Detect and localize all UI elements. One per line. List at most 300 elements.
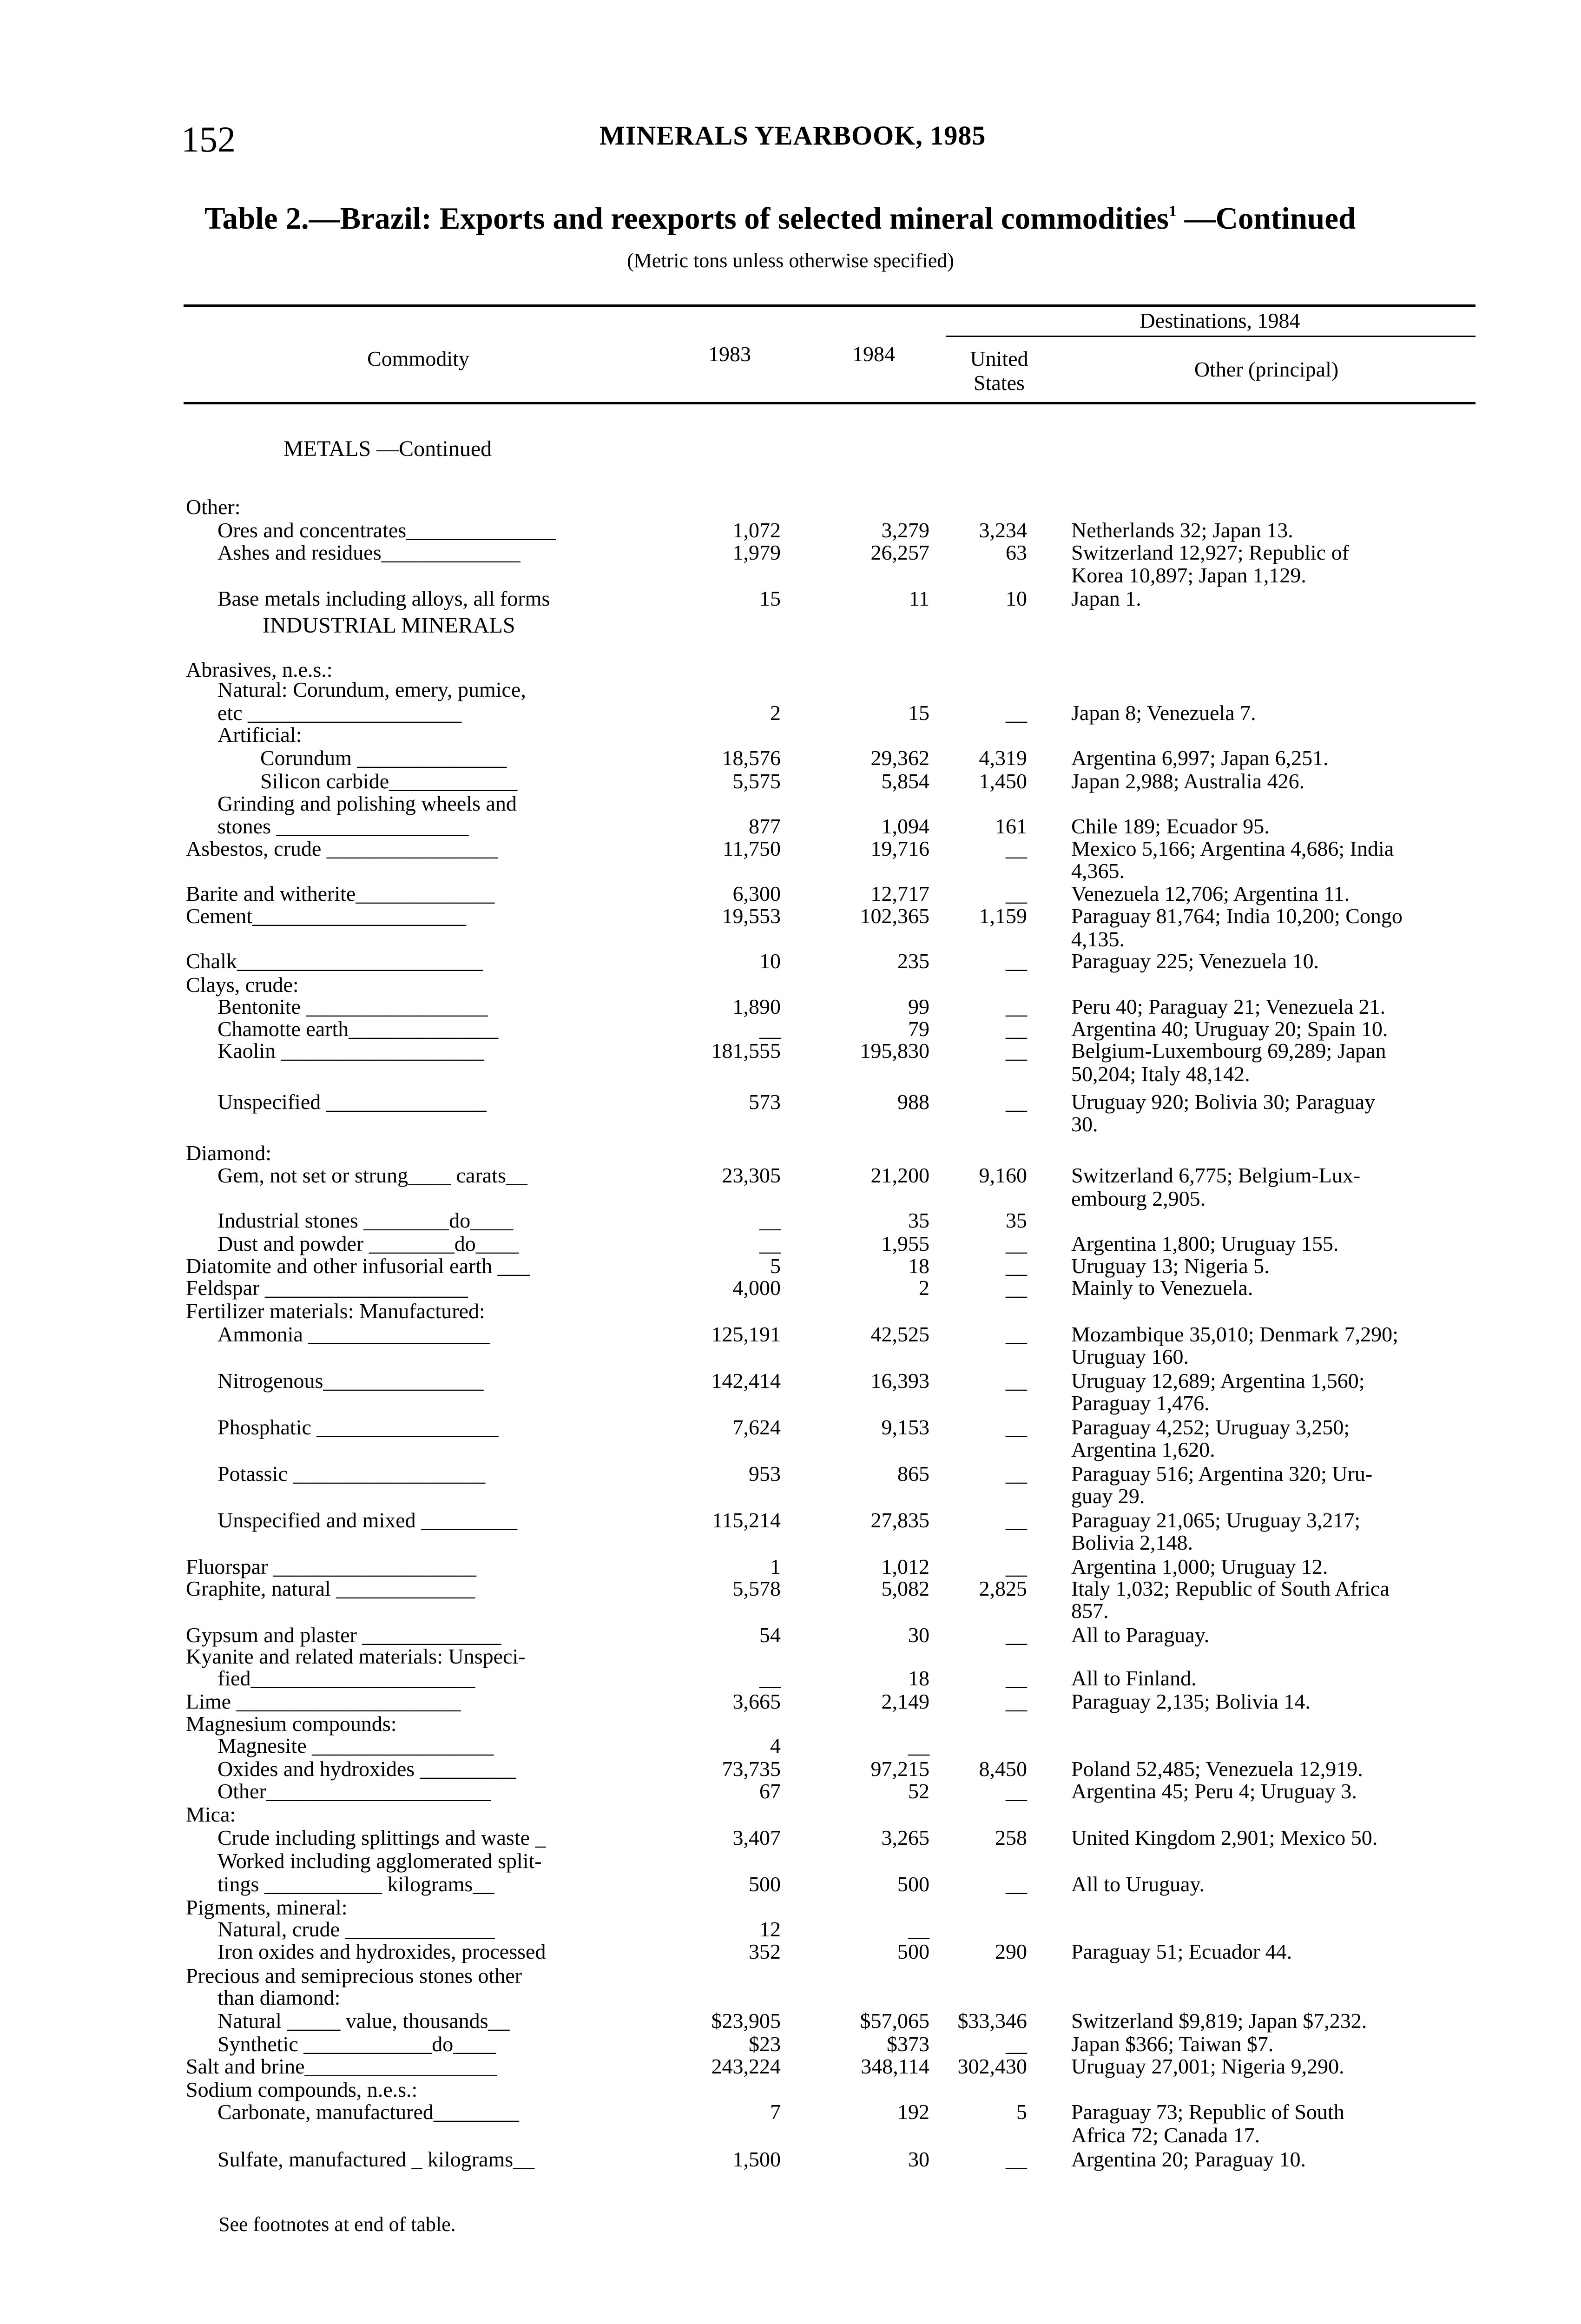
section-industrial-minerals: INDUSTRIAL MINERALS [263, 613, 515, 638]
other-destinations-cell: Argentina 6,997; Japan 6,251. [1071, 746, 1329, 770]
commodity-cell: Bentonite _________________ [217, 995, 488, 1018]
united-states-cell: __ [1006, 1322, 1027, 1346]
table-row [0, 1940, 1581, 1964]
other-destinations-cell: Argentina 40; Uruguay 20; Spain 10. [1071, 1017, 1388, 1041]
table-row [0, 859, 1581, 883]
commodity-cell: Corundum ______________ [260, 746, 507, 770]
other-destinations-cell: Uruguay 160. [1071, 1345, 1189, 1368]
table-row [0, 2147, 1581, 2172]
value-1984-cell: 99 [908, 995, 929, 1018]
other-destinations-cell: Belgium-Luxembourg 69,289; Japan [1071, 1039, 1386, 1063]
table-row [0, 927, 1581, 951]
value-1983-cell: __ [759, 1232, 781, 1255]
value-1983-cell: 15 [759, 587, 781, 610]
value-1983-cell: 7 [770, 2100, 781, 2124]
united-states-cell: __ [1006, 1254, 1027, 1278]
value-1983-cell: 352 [749, 1940, 781, 1963]
united-states-cell: __ [1006, 1415, 1027, 1439]
value-1984-cell: 2,149 [881, 1690, 929, 1713]
value-1984-cell: 102,365 [860, 904, 929, 928]
footnote: See footnotes at end of table. [218, 2213, 456, 2236]
other-destinations-cell: Paraguay 21,065; Uruguay 3,217; [1071, 1508, 1361, 1532]
value-1984-cell: $373 [887, 2032, 929, 2056]
value-1984-cell: 18 [908, 1254, 929, 1278]
value-1983-cell: 12 [759, 1917, 781, 1941]
commodity-cell: Chalk_______________________ [186, 949, 483, 973]
united-states-cell: __ [1006, 1623, 1027, 1647]
table-row [0, 792, 1581, 816]
value-1983-cell: 73,735 [722, 1757, 781, 1781]
value-1984-cell: 500 [897, 1940, 929, 1963]
value-1983-cell: 877 [749, 814, 781, 838]
value-1984-cell: 27,835 [870, 1508, 929, 1532]
commodity-cell: Diamond: [186, 1141, 271, 1165]
united-states-cell: __ [1006, 1232, 1027, 1255]
united-states-cell: 258 [995, 1826, 1027, 1849]
table-row [0, 1187, 1581, 1211]
commodity-cell: Asbestos, crude ________________ [186, 837, 498, 860]
commodity-cell: Kyanite and related materials: Unspeci- [186, 1644, 526, 1668]
table-row [0, 563, 1581, 588]
value-1984-cell: 192 [897, 2100, 929, 2124]
commodity-cell: etc ____________________ [217, 701, 462, 725]
value-1983-cell: 243,224 [711, 2054, 781, 2078]
table-row [0, 1369, 1581, 1393]
header-1984: 1984 [852, 342, 895, 366]
table-row [0, 1062, 1581, 1086]
value-1984-cell: 35 [908, 1208, 929, 1232]
other-destinations-cell: Japan 1. [1071, 587, 1141, 610]
table-row [0, 1484, 1581, 1508]
commodity-cell: Unspecified and mixed _________ [217, 1508, 518, 1532]
running-title: MINERALS YEARBOOK, 1985 [599, 120, 986, 151]
value-1984-cell: 195,830 [860, 1039, 929, 1063]
commodity-cell: Gypsum and plaster _____________ [186, 1623, 501, 1647]
table-row [0, 1415, 1581, 1439]
table-row [0, 1299, 1581, 1323]
united-states-cell: 8,450 [979, 1757, 1027, 1781]
value-1984-cell: 348,114 [861, 2054, 929, 2078]
other-destinations-cell: Chile 189; Ecuador 95. [1071, 814, 1270, 838]
united-states-cell: 4,319 [979, 746, 1027, 770]
commodity-cell: Natural _____ value, thousands__ [217, 2009, 510, 2033]
commodity-cell: Oxides and hydroxides _________ [217, 1757, 516, 1781]
value-1983-cell: 3,407 [732, 1826, 781, 1849]
table-row [0, 1872, 1581, 1896]
value-1984-cell: 30 [908, 1623, 929, 1647]
value-1984-cell: 3,265 [881, 1826, 929, 1849]
value-1984-cell: 52 [908, 1779, 929, 1803]
value-1983-cell: 573 [749, 1090, 781, 1114]
table-row [0, 1039, 1581, 1063]
header-us-line1: United [970, 347, 1028, 370]
commodity-cell: Mica: [186, 1802, 236, 1826]
value-1984-cell: 5,854 [881, 769, 929, 793]
united-states-cell: 1,450 [979, 769, 1027, 793]
table-row [0, 2054, 1581, 2079]
value-1983-cell: 7,624 [732, 1415, 781, 1439]
commodity-cell: Nitrogenous_______________ [217, 1369, 484, 1393]
value-1983-cell: __ [759, 1208, 781, 1232]
other-destinations-cell: All to Paraguay. [1071, 1623, 1210, 1647]
table-row [0, 882, 1581, 906]
value-1984-cell: 19,716 [870, 837, 929, 860]
value-1984-cell: 16,393 [870, 1369, 929, 1393]
table-row [0, 1322, 1581, 1347]
table-title-suffix: —Continued [1176, 201, 1356, 236]
other-destinations-cell: Paraguay 225; Venezuela 10. [1071, 949, 1319, 973]
value-1984-cell: 97,215 [870, 1757, 929, 1781]
table-row [0, 1555, 1581, 1579]
commodity-cell: stones __________________ [217, 814, 469, 838]
commodity-cell: Sodium compounds, n.e.s.: [186, 2078, 418, 2101]
value-1983-cell: 6,300 [732, 882, 781, 905]
other-destinations-cell: Argentina 1,620. [1071, 1438, 1215, 1461]
table-row [0, 1644, 1581, 1669]
value-1984-cell: 500 [897, 1872, 929, 1896]
page-number: 152 [181, 119, 236, 159]
value-1983-cell: 4 [770, 1734, 781, 1757]
commodity-cell: Ashes and residues_____________ [217, 541, 520, 564]
other-destinations-cell: Uruguay 13; Nigeria 5. [1071, 1254, 1270, 1278]
table-row [0, 1779, 1581, 1803]
united-states-cell: __ [1006, 995, 1027, 1018]
table-row [0, 1438, 1581, 1462]
value-1983-cell: 10 [759, 949, 781, 973]
other-destinations-cell: Japan $366; Taiwan $7. [1071, 2032, 1274, 2056]
table-row [0, 1666, 1581, 1690]
other-destinations-cell: Argentina 1,800; Uruguay 155. [1071, 1232, 1339, 1255]
united-states-cell: __ [1006, 1666, 1027, 1690]
table-row [0, 1690, 1581, 1714]
table-row [0, 1895, 1581, 1920]
commodity-cell: Artificial: [217, 723, 302, 746]
table-row [0, 1391, 1581, 1415]
table-row [0, 541, 1581, 565]
other-destinations-cell: Paraguay 81,764; India 10,200; Congo [1071, 904, 1403, 928]
table-row [0, 2100, 1581, 2124]
table-row [0, 518, 1581, 542]
other-destinations-cell: Venezuela 12,706; Argentina 11. [1071, 882, 1350, 905]
table-row [0, 1734, 1581, 1758]
value-1983-cell: __ [759, 1666, 781, 1690]
table-row [0, 1826, 1581, 1850]
commodity-cell: Precious and semiprecious stones other [186, 1964, 522, 1987]
other-destinations-cell: Peru 40; Paraguay 21; Venezuela 21. [1071, 995, 1386, 1018]
header-bottom-rule [184, 402, 1476, 404]
commodity-cell: Feldspar ___________________ [186, 1276, 468, 1300]
other-destinations-cell: Mainly to Venezuela. [1071, 1276, 1253, 1300]
value-1983-cell: 23,305 [722, 1163, 781, 1187]
table-row [0, 1964, 1581, 1988]
united-states-cell: __ [1006, 2147, 1027, 2171]
commodity-cell: Iron oxides and hydroxides, processed [217, 1940, 546, 1963]
commodity-cell: Natural, crude ______________ [217, 1917, 495, 1941]
value-1983-cell: 1 [770, 1555, 781, 1578]
table-title [204, 201, 1356, 237]
united-states-cell: __ [1006, 701, 1027, 725]
table-row [0, 587, 1581, 611]
table-subtitle: (Metric tons unless otherwise specified) [627, 249, 954, 272]
other-destinations-cell: 4,365. [1071, 859, 1125, 883]
commodity-cell: Magnesite _________________ [217, 1734, 494, 1757]
united-states-cell: __ [1006, 1872, 1027, 1896]
other-destinations-cell: Uruguay 920; Bolivia 30; Paraguay [1071, 1090, 1376, 1114]
united-states-cell: 1,159 [979, 904, 1027, 928]
other-destinations-cell: All to Uruguay. [1071, 1872, 1205, 1896]
other-destinations-cell: Paraguay 1,476. [1071, 1391, 1210, 1415]
commodity-cell: Synthetic ____________do____ [217, 2032, 496, 2056]
united-states-cell: __ [1006, 1690, 1027, 1713]
united-states-cell: __ [1006, 1090, 1027, 1114]
value-1983-cell: 11,750 [723, 837, 781, 860]
united-states-cell: 302,430 [957, 2054, 1027, 2078]
table-row [0, 973, 1581, 997]
commodity-cell: Worked including agglomerated split- [217, 1849, 542, 1873]
other-destinations-cell: Netherlands 32; Japan 13. [1071, 518, 1293, 542]
value-1984-cell: 1,012 [881, 1555, 929, 1578]
table-row [0, 1802, 1581, 1827]
other-destinations-cell: Argentina 1,000; Uruguay 12. [1071, 1555, 1328, 1578]
united-states-cell: $33,346 [957, 2009, 1027, 2033]
section-metals-continued: METALS —Continued [283, 436, 492, 461]
united-states-cell: __ [1006, 2032, 1027, 2056]
table-row [0, 995, 1581, 1019]
value-1984-cell: 18 [908, 1666, 929, 1690]
header-commodity: Commodity [367, 347, 469, 370]
table-row [0, 1276, 1581, 1300]
table-row [0, 1345, 1581, 1369]
other-destinations-cell: Paraguay 4,252; Uruguay 3,250; [1071, 1415, 1350, 1439]
table-row [0, 1623, 1581, 1647]
value-1983-cell: $23 [749, 2032, 781, 2056]
value-1984-cell: 9,153 [881, 1415, 929, 1439]
value-1983-cell: __ [759, 1017, 781, 1041]
other-destinations-cell: Paraguay 516; Argentina 320; Uru- [1071, 1462, 1373, 1486]
table-row [0, 1757, 1581, 1781]
value-1983-cell: 1,890 [732, 995, 781, 1018]
united-states-cell: 10 [1006, 587, 1027, 610]
united-states-cell: 35 [1006, 1208, 1027, 1232]
united-states-cell: __ [1006, 1462, 1027, 1486]
value-1983-cell: 1,072 [732, 518, 781, 542]
value-1984-cell: 988 [897, 1090, 929, 1114]
table-row [0, 2123, 1581, 2147]
value-1983-cell: 67 [759, 1779, 781, 1803]
commodity-cell: Potassic __________________ [217, 1462, 486, 1486]
united-states-cell: __ [1006, 1369, 1027, 1393]
commodity-cell: Diatomite and other infusorial earth ___ [186, 1254, 530, 1278]
commodity-cell: Other_____________________ [217, 1779, 491, 1803]
table-row [0, 1090, 1581, 1114]
table-row [0, 1508, 1581, 1532]
header-other: Other (principal) [1194, 357, 1339, 381]
value-1984-cell: 21,200 [870, 1163, 929, 1187]
table-row [0, 1232, 1581, 1256]
commodity-cell: Industrial stones ________do____ [217, 1208, 514, 1232]
value-1983-cell: 2 [770, 701, 781, 725]
commodity-cell: Barite and witherite_____________ [186, 882, 495, 905]
value-1984-cell: 1,094 [881, 814, 929, 838]
other-destinations-cell: 857. [1071, 1599, 1109, 1623]
table-row [0, 1531, 1581, 1555]
table-row [0, 701, 1581, 725]
value-1983-cell: 19,553 [722, 904, 781, 928]
table-row [0, 1712, 1581, 1736]
other-destinations-cell: Africa 72; Canada 17. [1071, 2123, 1260, 2147]
table-row [0, 1849, 1581, 1873]
value-1984-cell: 865 [897, 1462, 929, 1486]
commodity-cell: Fluorspar ___________________ [186, 1555, 476, 1578]
value-1984-cell: 5,082 [881, 1577, 929, 1600]
other-destinations-cell: Mozambique 35,010; Denmark 7,290; [1071, 1322, 1398, 1346]
value-1983-cell: $23,905 [711, 2009, 781, 2033]
table-row [0, 2009, 1581, 2033]
commodity-cell: Natural: Corundum, emery, pumice, [217, 678, 526, 701]
value-1983-cell: 181,555 [711, 1039, 781, 1063]
value-1984-cell: 12,717 [870, 882, 929, 905]
table-row [0, 1163, 1581, 1188]
commodity-cell: Carbonate, manufactured________ [217, 2100, 519, 2124]
united-states-cell: __ [1006, 882, 1027, 905]
commodity-cell: Abrasives, n.e.s.: [186, 658, 333, 681]
united-states-cell: 2,825 [979, 1577, 1027, 1600]
united-states-cell: 5 [1016, 2100, 1027, 2124]
other-destinations-cell: Paraguay 73; Republic of South [1071, 2100, 1344, 2124]
commodity-cell: Ammonia _________________ [217, 1322, 490, 1346]
commodity-cell: tings ___________ kilograms__ [217, 1872, 494, 1896]
commodity-cell: Fertilizer materials: Manufactured: [186, 1299, 485, 1323]
united-states-cell: 290 [995, 1940, 1027, 1963]
table-row [0, 2032, 1581, 2056]
other-destinations-cell: Uruguay 27,001; Nigeria 9,290. [1071, 2054, 1344, 2078]
commodity-cell: Salt and brine__________________ [186, 2054, 497, 2078]
other-destinations-cell: United Kingdom 2,901; Mexico 50. [1071, 1826, 1378, 1849]
table-row [0, 678, 1581, 702]
commodity-cell: than diamond: [217, 1986, 341, 2009]
other-destinations-cell: Argentina 20; Paraguay 10. [1071, 2147, 1306, 2171]
table-row [0, 1017, 1581, 1041]
united-states-cell: __ [1006, 1276, 1027, 1300]
table-row [0, 837, 1581, 861]
table-row [0, 904, 1581, 928]
other-destinations-cell: Paraguay 51; Ecuador 44. [1071, 1940, 1292, 1963]
commodity-cell: Cement____________________ [186, 904, 467, 928]
other-destinations-cell: guay 29. [1071, 1484, 1145, 1508]
other-destinations-cell: Korea 10,897; Japan 1,129. [1071, 563, 1306, 587]
destinations-rule [946, 336, 1476, 337]
value-1984-cell: 3,279 [881, 518, 929, 542]
other-destinations-cell: Japan 2,988; Australia 426. [1071, 769, 1305, 793]
commodity-cell: Chamotte earth______________ [217, 1017, 499, 1041]
united-states-cell: __ [1006, 837, 1027, 860]
value-1983-cell: 4,000 [732, 1276, 781, 1300]
table-row [0, 1254, 1581, 1278]
table-row [0, 1577, 1581, 1601]
value-1984-cell: 2 [919, 1276, 929, 1300]
value-1984-cell: 79 [908, 1017, 929, 1041]
table-row [0, 1141, 1581, 1165]
commodity-cell: fied_____________________ [217, 1666, 475, 1690]
commodity-cell: Grinding and polishing wheels and [217, 792, 517, 815]
other-destinations-cell: Uruguay 12,689; Argentina 1,560; [1071, 1369, 1365, 1393]
commodity-cell: Graphite, natural _____________ [186, 1577, 475, 1600]
other-destinations-cell: Japan 8; Venezuela 7. [1071, 701, 1256, 725]
table-row [0, 746, 1581, 770]
value-1983-cell: 3,665 [732, 1690, 781, 1713]
united-states-cell: __ [1006, 1555, 1027, 1578]
value-1983-cell: 54 [759, 1623, 781, 1647]
other-destinations-cell: 50,204; Italy 48,142. [1071, 1062, 1250, 1086]
united-states-cell: 9,160 [979, 1163, 1027, 1187]
commodity-cell: Base metals including alloys, all forms [217, 587, 550, 610]
value-1984-cell: $57,065 [860, 2009, 929, 2033]
value-1983-cell: 18,576 [722, 746, 781, 770]
table-row [0, 1208, 1581, 1233]
united-states-cell: 3,234 [979, 518, 1027, 542]
table-row [0, 1986, 1581, 2010]
united-states-cell: 161 [995, 814, 1027, 838]
united-states-cell: __ [1006, 1508, 1027, 1532]
footnote-marker: 1 [1168, 203, 1177, 220]
table-row [0, 2078, 1581, 2102]
value-1983-cell: 5 [770, 1254, 781, 1278]
table-row [0, 1599, 1581, 1623]
value-1983-cell: 500 [749, 1872, 781, 1896]
other-destinations-cell: All to Finland. [1071, 1666, 1197, 1690]
value-1983-cell: 125,191 [711, 1322, 781, 1346]
commodity-cell: Phosphatic _________________ [217, 1415, 499, 1439]
commodity-cell: Clays, crude: [186, 973, 299, 997]
value-1983-cell: 5,578 [732, 1577, 781, 1600]
other-destinations-cell: Argentina 45; Peru 4; Uruguay 3. [1071, 1779, 1357, 1803]
value-1984-cell: 30 [908, 2147, 929, 2171]
table-title-text: Table 2.—Brazil: Exports and reexports of selected mineral commodities [204, 201, 1169, 236]
value-1983-cell: 5,575 [732, 769, 781, 793]
commodity-cell: Gem, not set or strung____ carats__ [217, 1163, 527, 1187]
table-row [0, 723, 1581, 747]
other-destinations-cell: Switzerland $9,819; Japan $7,232. [1071, 2009, 1367, 2033]
header-1983: 1983 [708, 342, 751, 366]
commodity-cell: Other: [186, 495, 241, 519]
other-destinations-cell: Mexico 5,166; Argentina 4,686; India [1071, 837, 1394, 860]
other-destinations-cell: 4,135. [1071, 927, 1125, 951]
value-1984-cell: __ [908, 1734, 929, 1757]
table-row [0, 769, 1581, 793]
table-row [0, 949, 1581, 973]
table-row [0, 1112, 1581, 1136]
commodity-cell: Lime _____________________ [186, 1690, 461, 1713]
commodity-cell: Silicon carbide____________ [260, 769, 518, 793]
value-1984-cell: 42,525 [870, 1322, 929, 1346]
table-row [0, 1462, 1581, 1486]
commodity-cell: Unspecified _______________ [217, 1090, 487, 1114]
other-destinations-cell: embourg 2,905. [1071, 1187, 1206, 1210]
other-destinations-cell: Bolivia 2,148. [1071, 1531, 1193, 1554]
commodity-cell: Crude including splittings and waste _ [217, 1826, 546, 1849]
other-destinations-cell: Switzerland 6,775; Belgium-Lux- [1071, 1163, 1361, 1187]
united-states-cell: 63 [1006, 541, 1027, 564]
table-row [0, 495, 1581, 519]
value-1984-cell: 1,955 [881, 1232, 929, 1255]
value-1984-cell: 235 [897, 949, 929, 973]
table-row [0, 814, 1581, 838]
value-1984-cell: 29,362 [870, 746, 929, 770]
united-states-cell: __ [1006, 949, 1027, 973]
commodity-cell: Magnesium compounds: [186, 1712, 397, 1736]
other-destinations-cell: Italy 1,032; Republic of South Africa [1071, 1577, 1390, 1600]
top-rule [184, 304, 1476, 307]
